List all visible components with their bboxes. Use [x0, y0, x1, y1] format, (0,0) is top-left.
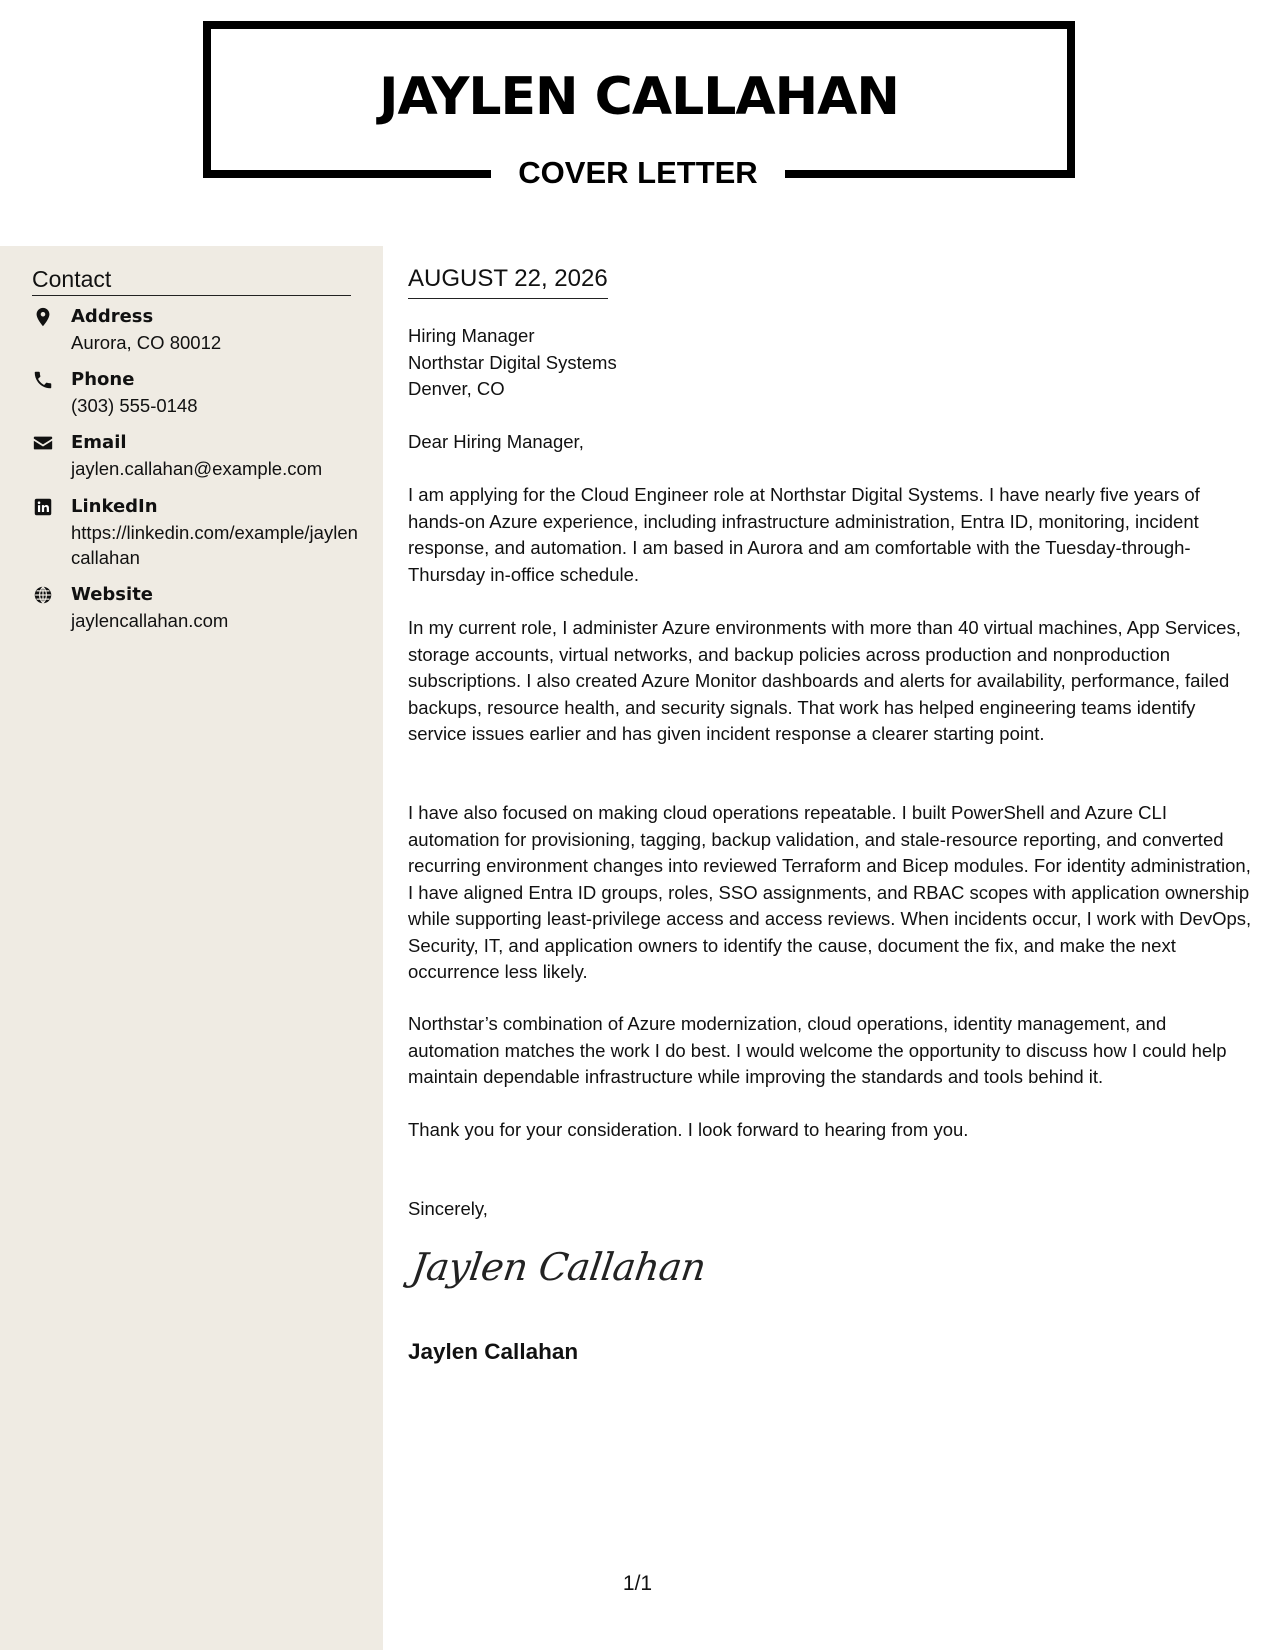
salutation: Dear Hiring Manager, — [408, 431, 584, 452]
contact-label: LinkedIn — [71, 496, 158, 517]
letter-paragraph: Northstar’s combination of Azure modernization, cloud operations, identity management, and automation matches the work I do best. I would welcome the opportunity to discuss how I could help maintain dependable infrastructure while improving the standards and tools behind it. — [408, 1013, 1227, 1087]
recipient-block — [408, 323, 617, 403]
letter-paragraph: I have also focused on making cloud operations repeatable. I built PowerShell and Azure CLI automation for provisioning, tagging, backup validation, and stale-resource reporting, and converted recurring environment changes into reviewed Terraform and Bicep modules. For identity administration, I have aligned Entra ID groups, roles, SSO assignments, and RBAC scopes with application ownership while supporting least-privilege access and access reviews. When incidents occur, I work with DevOps, Security, IT, and application owners to identify the cause, document the fix, and make the next occurrence less likely. — [408, 802, 1252, 982]
contact-label: Website — [71, 584, 154, 605]
contact-label: Address — [71, 306, 154, 327]
envelope-icon — [32, 432, 54, 454]
page-number: 1/1 — [622, 1572, 653, 1595]
linkedin-value[interactable]: https://linkedin.com/example/jaylencallahan — [71, 522, 358, 568]
letter-paragraph: I am applying for the Cloud Engineer role at Northstar Digital Systems. I have nearly five years of hands-on Azure experience, including infrastructure administration, Entra ID, monitoring, incident response, and automation. I am based in Aurora and am comfortable with the Tuesday-through-Thursday in-office schedule. — [408, 484, 1200, 585]
letter-paragraph: In my current role, I administer Azure environments with more than 40 virtual machines, App Services, storage accounts, virtual networks, and backup policies across production and nonproduction subscriptions. I also created Azure Monitor dashboards and alerts for availability, performance, failed backups, resource health, and security signals. That work has helped engineering teams identify service issues earlier and has given incident response a clearer starting point. — [408, 617, 1241, 744]
email-value[interactable]: jaylen.callahan@example.com — [71, 458, 323, 479]
letter-paragraph: Thank you for your consideration. I look forward to hearing from you. — [408, 1119, 969, 1140]
applicant-name: JAYLEN CALLAHAN — [379, 67, 899, 127]
recipient-line: Denver, CO — [408, 378, 505, 399]
closing: Sincerely, — [408, 1198, 488, 1219]
document-subtitle: COVER LETTER — [491, 150, 785, 196]
phone-icon — [32, 369, 54, 391]
contact-heading: Contact — [32, 264, 351, 296]
phone-value: (303) 555-0148 — [71, 395, 198, 416]
linkedin-icon — [32, 496, 54, 518]
handwritten-signature: Jaylen Callahan — [408, 1245, 709, 1289]
globe-icon — [32, 584, 54, 606]
contact-label: Phone — [71, 369, 135, 390]
recipient-line: Northstar Digital Systems — [408, 351, 617, 373]
map-pin-icon — [32, 306, 54, 328]
website-value[interactable]: jaylencallahan.com — [71, 610, 229, 631]
contact-label: Email — [71, 432, 127, 453]
letter-date: AUGUST 22, 2026 — [408, 264, 608, 299]
signer-name: Jaylen Callahan — [408, 1339, 579, 1364]
recipient-line: Hiring Manager — [408, 325, 535, 346]
address-value: Aurora, CO 80012 — [71, 332, 222, 353]
contact-sidebar — [0, 246, 383, 1650]
